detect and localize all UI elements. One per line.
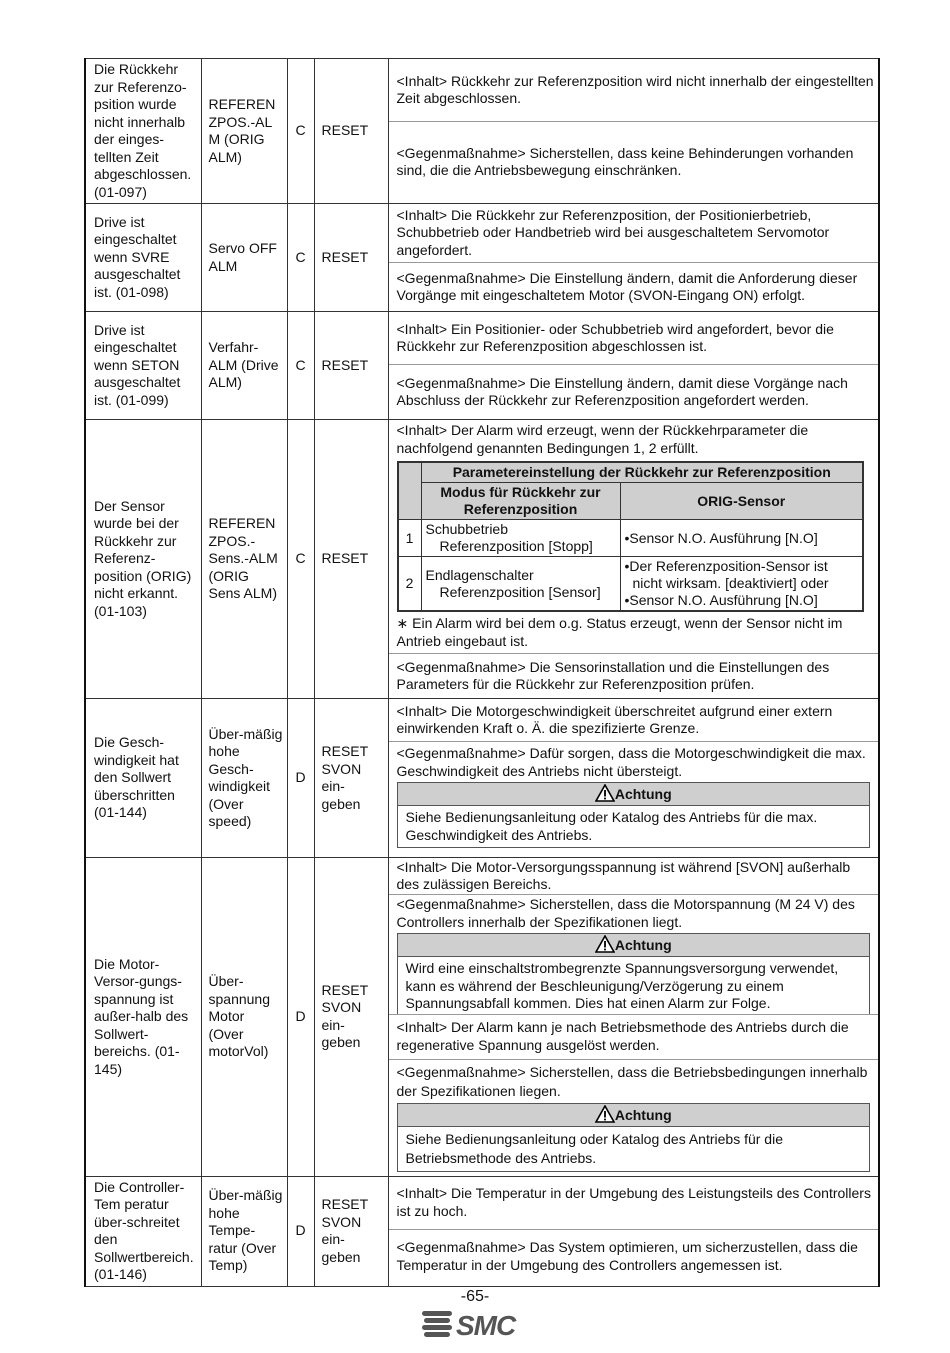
warning-triangle-icon — [595, 784, 615, 802]
row-number: 1 — [398, 520, 422, 557]
alarm-name-cell: Über-mäßig hohe Gesch-windigkeit (Over speed) — [201, 699, 287, 858]
details-cell — [388, 858, 879, 1177]
reset-cell: RESET — [314, 312, 388, 420]
group-cell: C — [287, 420, 314, 699]
gegenmassnahme-text: <Gegenmaßnahme> Das System optimieren, um sicherzustellen, dass die Temperatur in der Umgebung des Controllers angemessen ist. — [396, 1239, 858, 1273]
warning-text: Wird eine einschaltstrombegrenzte Spannungsversorgung verwendet, kann es während der Beschleunigung/Verzögerung zu einem Spannungsabfall kommen. Dies hat einen Alarm zur Folge. — [405, 960, 839, 1011]
details-cell — [388, 204, 879, 312]
inhalt-text: <Inhalt> Ein Positionier- oder Schubbetrieb wird angefordert, bevor die Rückkehr zur Referenzposition abgeschlossen ist. — [396, 320, 834, 354]
footnote-text: ∗ Ein Alarm wird bei dem o.g. Status erzeugt, wenn der Sensor nicht im Antrieb eingebaut ist. — [396, 615, 843, 649]
warning-triangle-icon — [595, 1105, 615, 1123]
reset-cell: RESET SVON ein-geben — [314, 858, 388, 1177]
warning-header — [398, 1104, 870, 1127]
warning-title: Achtung — [614, 937, 672, 953]
gegenmassnahme-text: <Gegenmaßnahme> Sicherstellen, dass die Motorspannung (M 24 V) des Controllers innerhalb der Spezifikationen liegt. — [396, 896, 855, 930]
reset-cell: RESET SVON ein-geben — [314, 699, 388, 858]
table-row — [85, 858, 879, 1177]
svg-text:SMC: SMC — [456, 1310, 516, 1341]
warning-header — [398, 934, 870, 957]
sensor-line: •Der Referenzposition-Sensor ist — [624, 558, 828, 574]
group-cell: D — [287, 1176, 314, 1286]
cause-cell: Der Sensor wurde bei der Rückkehr zur Referenz-position (ORIG) nicht erkannt. (01-103) — [85, 420, 201, 699]
inhalt-text: <Inhalt> Die Motor-Versorgungsspannung ist während [SVON] außerhalb des zulässigen Bereichs. — [396, 858, 851, 892]
details-cell — [388, 312, 879, 420]
parameter-table — [397, 461, 865, 612]
group-cell: D — [287, 858, 314, 1177]
sensor-column-header: ORIG-Sensor — [620, 483, 863, 520]
alarm-name-cell: Verfahr-ALM (Drive ALM) — [201, 312, 287, 420]
table-row — [85, 59, 879, 204]
details-cell — [388, 699, 879, 858]
group-cell: C — [287, 59, 314, 204]
sensor-cell: •Sensor N.O. Ausführung [N.O] — [620, 520, 863, 557]
reset-cell: RESET — [314, 420, 388, 699]
reset-cell: RESET — [314, 204, 388, 312]
warning-text: Siehe Bedienungsanleitung oder Katalog des Antriebs für die Betriebsmethode des Antriebs. — [405, 1130, 783, 1166]
cause-cell: Die Controller-Tem peratur über-schreitet den Sollwertbereich. (01-146) — [85, 1176, 201, 1286]
details-cell — [388, 420, 879, 699]
parameter-table-title: Parametereinstellung der Rückkehr zur Referenzposition — [421, 462, 863, 483]
inhalt-text: <Inhalt> Die Temperatur in der Umgebung des Leistungsteils des Controllers ist zu hoch. — [396, 1185, 871, 1219]
warning-box — [397, 933, 871, 1014]
inhalt-text: <Inhalt> Der Alarm wird erzeugt, wenn der Rückkehrparameter die nachfolgend genannten Bedingungen 1, 2 erfüllt. — [396, 422, 809, 456]
warning-text: Siehe Bedienungsanleitung oder Katalog des Antriebs für die max. Geschwindigkeit des Antriebs. — [405, 809, 818, 843]
warning-box — [397, 782, 871, 848]
inhalt-text: <Inhalt> Der Alarm kann je nach Betriebsmethode des Antriebs durch die regenerative Spannung ausgelöst werden. — [396, 1019, 849, 1053]
row-number: 2 — [398, 557, 422, 612]
mode-cell — [421, 557, 620, 612]
alarm-name-cell: REFEREN ZPOS.-AL M (ORIG ALM) — [201, 59, 287, 204]
reset-cell: RESET SVON ein-geben — [314, 1176, 388, 1286]
mode-line: Referenzposition [Sensor] — [439, 583, 601, 600]
details-cell — [388, 1176, 879, 1286]
mode-column-header: Modus für Rückkehr zur Referenzposition — [421, 483, 620, 520]
cause-cell: Die Rückkehr zur Referenzo-psition wurde nicht innerhalb der einges-tellten Zeit abgeschlossen. (01-097) — [85, 59, 201, 204]
details-cell — [388, 59, 879, 204]
warning-triangle-icon — [595, 935, 615, 953]
mode-line: Endlagenschalter — [425, 566, 534, 583]
inhalt-text: <Inhalt> Die Motorgeschwindigkeit überschreitet aufgrund einer extern einwirkenden Kraft o. Ä. die spezifizierte Grenze. — [396, 702, 833, 736]
sensor-line: nicht wirksam. [deaktiviert] oder — [632, 575, 829, 591]
gegenmassnahme-text: <Gegenmaßnahme> Die Sensorinstallation und die Einstellungen des Parameters für die Rückkehr zur Referenzposition prüfen. — [396, 658, 830, 692]
inhalt-text: <Inhalt> Die Rückkehr zur Referenzposition, der Positionierbetrieb, Schubbetrieb oder Handbetrieb wird bei ausgeschaltetem Servomotor angefordert. — [396, 206, 830, 258]
table-row — [85, 312, 879, 420]
warning-box — [397, 1103, 871, 1172]
alarm-table — [84, 58, 880, 1287]
cause-cell: Die Gesch-windigkeit hat den Sollwert überschritten (01-144) — [85, 699, 201, 858]
cause-cell: Drive ist eingeschaltet wenn SVRE ausgeschaltet ist. (01-098) — [85, 204, 201, 312]
gegenmassnahme-text: <Gegenmaßnahme> Sicherstellen, dass die Betriebsbedingungen innerhalb der Spezifikationen liegen. — [396, 1063, 868, 1099]
alarm-name-cell: Über-mäßig hohe Tempe-ratur (Over Temp) — [201, 1176, 287, 1286]
group-cell: C — [287, 312, 314, 420]
smc-logo — [420, 1305, 530, 1341]
mode-cell — [421, 520, 620, 557]
cause-cell: Drive ist eingeschaltet wenn SETON ausgeschaltet ist. (01-099) — [85, 312, 201, 420]
table-row — [85, 420, 879, 699]
table-row — [85, 699, 879, 858]
warning-header — [398, 783, 870, 806]
group-cell: C — [287, 204, 314, 312]
gegenmassnahme-text: <Gegenmaßnahme> Dafür sorgen, dass die Motorgeschwindigkeit die max. Geschwindigkeit des Antriebs nicht übersteigt. — [396, 745, 866, 779]
warning-title: Achtung — [614, 786, 672, 802]
table-row — [85, 204, 879, 312]
alarm-name-cell: REFEREN ZPOS.-Sens.-ALM (ORIG Sens ALM) — [201, 420, 287, 699]
group-cell: D — [287, 699, 314, 858]
cause-cell: Die Motor-Versor-gungs-spannung ist außer-halb des Sollwert-bereichs. (01-145) — [85, 858, 201, 1177]
inhalt-text: <Inhalt> Rückkehr zur Referenzposition wird nicht innerhalb der eingestellten Zeit abgeschlossen. — [396, 72, 874, 106]
gegenmassnahme-text: <Gegenmaßnahme> Sicherstellen, dass keine Behinderungen vorhanden sind, die die Antriebsbewegung einschränken. — [396, 144, 854, 178]
mode-line: Referenzposition [Stopp] — [439, 538, 593, 554]
sensor-cell — [620, 557, 863, 612]
sensor-line: •Sensor N.O. Ausführung [N.O] — [624, 592, 818, 608]
gegenmassnahme-text: <Gegenmaßnahme> Die Einstellung ändern, damit die Anforderung dieser Vorgänge mit eingeschaltetem Motor (SVON-Eingang ON) erfolgt. — [396, 269, 858, 303]
alarm-name-cell: Über-spannung Motor (Over motorVol) — [201, 858, 287, 1177]
gegenmassnahme-text: <Gegenmaßnahme> Die Einstellung ändern, damit diese Vorgänge nach Abschluss der Rückkehr zur Referenzposition angefordert werden. — [396, 374, 848, 408]
warning-title: Achtung — [614, 1106, 672, 1123]
mode-line: Schubbetrieb — [425, 521, 509, 537]
alarm-name-cell: Servo OFF ALM — [201, 204, 287, 312]
table-row — [85, 1176, 879, 1286]
reset-cell: RESET — [314, 59, 388, 204]
page-number: -65- — [460, 1288, 490, 1305]
